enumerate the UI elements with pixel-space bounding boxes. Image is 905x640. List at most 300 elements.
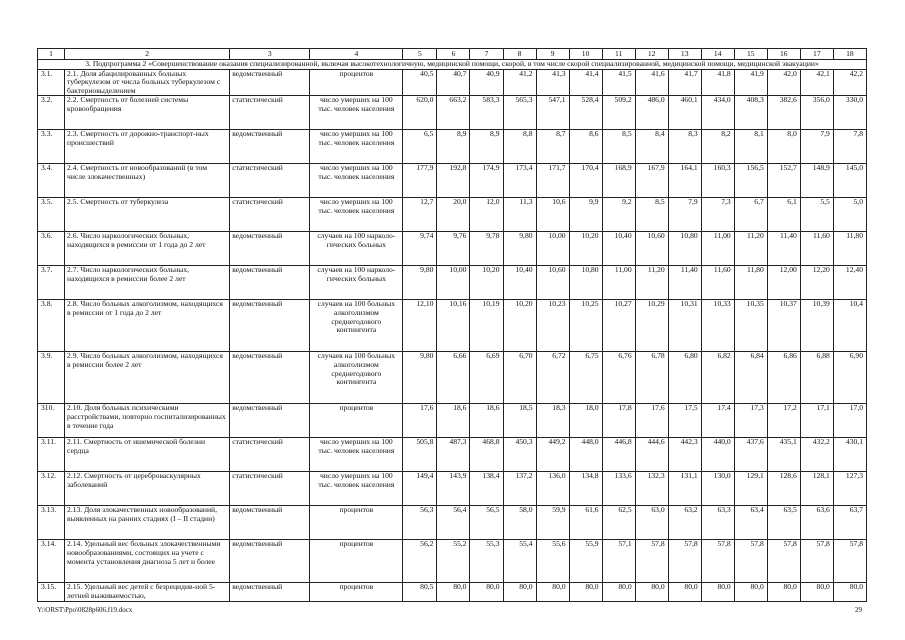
indicator-value: 620,0	[403, 96, 437, 130]
indicator-value: 138,4	[470, 472, 503, 506]
indicator-name: 2.2. Смертность от болезней системы кровообращения	[65, 96, 230, 130]
unit-of-measure: процентов	[310, 404, 403, 438]
indicator-value: 8,9	[437, 130, 470, 164]
indicator-value: 41,5	[602, 69, 635, 96]
indicator-value: 132,3	[635, 472, 668, 506]
indicator-value: 8,6	[569, 130, 602, 164]
indicator-value: 56,4	[437, 506, 470, 540]
indicator-name: 2.11. Смертность от ишемической болезни сердца	[65, 438, 230, 472]
indicator-value: 449,2	[536, 438, 569, 472]
indicator-value: 164,1	[668, 164, 701, 198]
indicator-value: 8,1	[734, 130, 767, 164]
indicator-value: 12,40	[833, 266, 866, 300]
subprogram-title: 3. Подпрограмма 2 «Совершенствование оказания специализированной, включая высокотехнологичную, медицинской помощи, скорой, в том числе скорой специализированной, медицинской помощи, медицинской эвакуации»	[38, 60, 867, 70]
indicator-value: 450,3	[503, 438, 536, 472]
indicator-value: 10,60	[536, 266, 569, 300]
indicator-type: ведомственный	[230, 300, 310, 352]
indicator-type: статистический	[230, 198, 310, 232]
indicator-value: 547,1	[536, 96, 569, 130]
indicator-value: 9,80	[403, 352, 437, 404]
indicator-value: 17,6	[403, 404, 437, 438]
indicator-value: 57,8	[767, 540, 800, 583]
row-number: 3.15.	[38, 583, 65, 601]
column-number: 10	[569, 49, 602, 60]
indicator-value: 143,9	[437, 472, 470, 506]
indicator-value: 17,0	[833, 404, 866, 438]
table-row	[38, 540, 867, 583]
indicator-value: 6,69	[470, 352, 503, 404]
unit-of-measure: число умерших на 100 тыс. человек населения	[310, 438, 403, 472]
indicator-value: 18,0	[569, 404, 602, 438]
indicator-value: 8,4	[635, 130, 668, 164]
indicator-value: 10,40	[602, 232, 635, 266]
indicator-value: 10,33	[701, 300, 734, 352]
indicator-value: 56,5	[470, 506, 503, 540]
indicator-value: 9,80	[403, 266, 437, 300]
indicator-value: 55,6	[536, 540, 569, 583]
indicator-value: 17,1	[800, 404, 833, 438]
indicator-value: 430,1	[833, 438, 866, 472]
indicator-value: 9,74	[403, 232, 437, 266]
indicator-value: 10,31	[668, 300, 701, 352]
indicator-value: 170,4	[569, 164, 602, 198]
indicator-value: 149,4	[403, 472, 437, 506]
indicator-name: 2.4. Смертность от новообразований (в том числе злокачественных)	[65, 164, 230, 198]
unit-of-measure: случаев на 100 нарколо-гических больных	[310, 232, 403, 266]
indicator-type: ведомственный	[230, 352, 310, 404]
indicator-value: 8,9	[470, 130, 503, 164]
column-number: 2	[65, 49, 230, 60]
indicators-table	[37, 48, 867, 602]
indicator-value: 11,60	[701, 266, 734, 300]
indicator-value: 8,5	[602, 130, 635, 164]
unit-of-measure: число умерших на 100 тыс. человек населения	[310, 472, 403, 506]
indicator-value: 10,40	[503, 266, 536, 300]
subprogram-row	[38, 60, 867, 70]
indicator-value: 80,0	[833, 583, 866, 601]
file-path: Y:\ORST\Ppo\0828p606.f19.docx	[37, 606, 133, 614]
indicator-value: 130,0	[701, 472, 734, 506]
row-number: 310.	[38, 404, 65, 438]
column-number: 14	[701, 49, 734, 60]
indicator-value: 9,80	[503, 232, 536, 266]
row-number: 3.6.	[38, 232, 65, 266]
indicator-value: 5,5	[800, 198, 833, 232]
indicator-value: 57,8	[800, 540, 833, 583]
indicator-value: 80,0	[536, 583, 569, 601]
indicator-value: 330,0	[833, 96, 866, 130]
indicator-value: 6,70	[503, 352, 536, 404]
indicator-value: 11,3	[503, 198, 536, 232]
indicator-type: ведомственный	[230, 506, 310, 540]
indicator-value: 9,78	[470, 232, 503, 266]
indicator-type: ведомственный	[230, 130, 310, 164]
indicator-value: 10,25	[569, 300, 602, 352]
indicator-value: 8,2	[701, 130, 734, 164]
indicator-value: 55,9	[569, 540, 602, 583]
indicator-value: 80,0	[668, 583, 701, 601]
indicator-value: 7,9	[668, 198, 701, 232]
table-row	[38, 300, 867, 352]
indicator-value: 6,75	[569, 352, 602, 404]
row-number: 3.2.	[38, 96, 65, 130]
indicator-value: 41,3	[536, 69, 569, 96]
table-row	[38, 96, 867, 130]
indicator-value: 41,2	[503, 69, 536, 96]
indicator-value: 17,8	[602, 404, 635, 438]
indicator-value: 41,9	[734, 69, 767, 96]
indicator-value: 10,20	[503, 300, 536, 352]
indicator-value: 486,0	[635, 96, 668, 130]
indicator-value: 434,0	[701, 96, 734, 130]
indicator-value: 63,5	[767, 506, 800, 540]
indicator-name: 2.14. Удельный вес больных злокачественными новообразованиями, состоящих на учете с момента установления диагноза 5 лет и более	[65, 540, 230, 583]
indicator-value: 136,0	[536, 472, 569, 506]
indicator-value: 10,27	[602, 300, 635, 352]
indicator-value: 10,37	[767, 300, 800, 352]
indicator-type: статистический	[230, 438, 310, 472]
indicator-value: 61,6	[569, 506, 602, 540]
indicator-value: 63,4	[734, 506, 767, 540]
column-number: 7	[470, 49, 503, 60]
indicator-value: 12,7	[403, 198, 437, 232]
indicator-value: 18,5	[503, 404, 536, 438]
indicator-value: 17,2	[767, 404, 800, 438]
indicator-value: 42,0	[767, 69, 800, 96]
indicator-value: 437,6	[734, 438, 767, 472]
indicator-value: 11,00	[701, 232, 734, 266]
indicator-value: 156,5	[734, 164, 767, 198]
unit-of-measure: число умерших на 100 тыс. человек населения	[310, 96, 403, 130]
indicator-value: 11,00	[602, 266, 635, 300]
indicator-type: ведомственный	[230, 266, 310, 300]
page-number: 29	[855, 606, 862, 614]
indicator-value: 128,6	[767, 472, 800, 506]
indicator-value: 40,9	[470, 69, 503, 96]
indicator-value: 20,0	[437, 198, 470, 232]
indicator-value: 6,5	[403, 130, 437, 164]
indicator-value: 80,0	[470, 583, 503, 601]
indicator-value: 440,0	[701, 438, 734, 472]
indicator-type: ведомственный	[230, 404, 310, 438]
indicator-value: 167,9	[635, 164, 668, 198]
column-number: 1	[38, 49, 65, 60]
indicator-value: 57,8	[701, 540, 734, 583]
row-number: 3.13.	[38, 506, 65, 540]
row-number: 3.9.	[38, 352, 65, 404]
unit-of-measure: число умерших на 100 тыс. человек населения	[310, 164, 403, 198]
indicator-value: 134,8	[569, 472, 602, 506]
table-row	[38, 232, 867, 266]
indicator-value: 10,29	[635, 300, 668, 352]
indicator-value: 10,80	[569, 266, 602, 300]
unit-of-measure: случаев на 100 нарколо-гических больных	[310, 266, 403, 300]
indicator-value: 57,8	[734, 540, 767, 583]
indicator-value: 80,0	[602, 583, 635, 601]
indicator-value: 173,4	[503, 164, 536, 198]
indicator-value: 11,80	[833, 232, 866, 266]
indicator-value: 10,23	[536, 300, 569, 352]
indicator-value: 55,3	[470, 540, 503, 583]
indicator-value: 63,6	[800, 506, 833, 540]
indicator-value: 40,5	[403, 69, 437, 96]
row-number: 3.4.	[38, 164, 65, 198]
indicator-value: 10,39	[800, 300, 833, 352]
table-row	[38, 438, 867, 472]
indicator-value: 6,90	[833, 352, 866, 404]
column-number: 6	[437, 49, 470, 60]
indicator-value: 10,80	[668, 232, 701, 266]
indicator-value: 171,7	[536, 164, 569, 198]
indicator-value: 192,8	[437, 164, 470, 198]
column-number-row	[38, 49, 867, 60]
indicator-value: 7,9	[800, 130, 833, 164]
indicator-name: 2.3. Смертность от дорожно-транспорт-ных происшествий	[65, 130, 230, 164]
unit-of-measure: процентов	[310, 583, 403, 601]
column-number: 15	[734, 49, 767, 60]
indicator-value: 6,86	[767, 352, 800, 404]
indicator-table-page	[37, 48, 867, 602]
indicator-value: 62,5	[602, 506, 635, 540]
indicator-value: 127,3	[833, 472, 866, 506]
indicator-value: 11,60	[800, 232, 833, 266]
row-number: 3.3.	[38, 130, 65, 164]
indicator-name: 2.10. Доля больных психическими расстройствами, повторно госпитализированных в течение года	[65, 404, 230, 438]
indicator-value: 57,8	[635, 540, 668, 583]
indicator-value: 17,6	[635, 404, 668, 438]
unit-of-measure: случаев на 100 больных алкоголизмом среднегодового контингента	[310, 352, 403, 404]
indicator-value: 177,9	[403, 164, 437, 198]
indicator-value: 11,20	[635, 266, 668, 300]
indicator-name: 2.8. Число больных алкоголизмом, находящихся в ремиссии от 1 года до 2 лет	[65, 300, 230, 352]
column-number: 9	[536, 49, 569, 60]
indicator-value: 148,9	[800, 164, 833, 198]
indicator-value: 59,9	[536, 506, 569, 540]
indicator-value: 12,10	[403, 300, 437, 352]
column-number: 4	[310, 49, 403, 60]
unit-of-measure: случаев на 100 больных алкоголизмом среднегодового контингента	[310, 300, 403, 352]
indicator-value: 17,3	[734, 404, 767, 438]
indicator-value: 57,1	[602, 540, 635, 583]
indicator-value: 129,1	[734, 472, 767, 506]
indicator-value: 57,8	[668, 540, 701, 583]
row-number: 3.5.	[38, 198, 65, 232]
row-number: 3.12.	[38, 472, 65, 506]
indicator-type: статистический	[230, 472, 310, 506]
indicator-value: 80,0	[569, 583, 602, 601]
indicator-name: 2.9. Число больных алкоголизмом, находящихся в ремиссии более 2 лет	[65, 352, 230, 404]
indicator-value: 6,80	[668, 352, 701, 404]
indicator-name: 2.13. Доля злокачественных новообразований, выявленных на ранних стадиях (I – II стадии)	[65, 506, 230, 540]
indicator-value: 10,16	[437, 300, 470, 352]
row-number: 3.7.	[38, 266, 65, 300]
indicator-value: 11,20	[734, 232, 767, 266]
indicator-value: 10,35	[734, 300, 767, 352]
indicator-value: 444,6	[635, 438, 668, 472]
indicator-value: 448,0	[569, 438, 602, 472]
indicator-value: 41,6	[635, 69, 668, 96]
indicator-value: 10,4	[833, 300, 866, 352]
table-row	[38, 404, 867, 438]
unit-of-measure: процентов	[310, 540, 403, 583]
indicator-value: 42,1	[800, 69, 833, 96]
indicator-type: статистический	[230, 164, 310, 198]
indicator-name: 2.1. Доля абацилированных больных туберкулезом от числа больных туберкулезом с бактериовыделением	[65, 69, 230, 96]
indicator-value: 6,76	[602, 352, 635, 404]
indicator-value: 468,8	[470, 438, 503, 472]
indicator-value: 128,1	[800, 472, 833, 506]
indicator-value: 41,4	[569, 69, 602, 96]
indicator-value: 41,7	[668, 69, 701, 96]
indicator-value: 80,0	[734, 583, 767, 601]
indicator-value: 10,60	[635, 232, 668, 266]
indicator-value: 10,00	[437, 266, 470, 300]
row-number: 3.14.	[38, 540, 65, 583]
indicator-value: 408,3	[734, 96, 767, 130]
indicator-value: 80,0	[503, 583, 536, 601]
indicator-value: 80,0	[800, 583, 833, 601]
indicator-type: ведомственный	[230, 583, 310, 601]
unit-of-measure: число умерших на 100 тыс. человек населения	[310, 130, 403, 164]
indicator-value: 505,8	[403, 438, 437, 472]
indicator-value: 509,2	[602, 96, 635, 130]
table-row	[38, 352, 867, 404]
indicator-value: 12,20	[800, 266, 833, 300]
unit-of-measure: процентов	[310, 506, 403, 540]
indicator-value: 80,0	[767, 583, 800, 601]
table-row	[38, 506, 867, 540]
indicator-value: 8,7	[536, 130, 569, 164]
indicator-value: 12,0	[470, 198, 503, 232]
indicator-value: 80,0	[701, 583, 734, 601]
indicator-value: 6,88	[800, 352, 833, 404]
table-row	[38, 69, 867, 96]
indicator-value: 131,1	[668, 472, 701, 506]
table-row	[38, 164, 867, 198]
indicator-name: 2.6. Число наркологических больных, находящихся в ремиссии от 1 года до 2 лет	[65, 232, 230, 266]
column-number: 12	[635, 49, 668, 60]
indicator-value: 80,5	[403, 583, 437, 601]
table-row	[38, 472, 867, 506]
indicator-value: 63,0	[635, 506, 668, 540]
indicator-value: 17,4	[701, 404, 734, 438]
indicator-value: 356,0	[800, 96, 833, 130]
indicator-value: 57,8	[833, 540, 866, 583]
indicator-value: 41,8	[701, 69, 734, 96]
indicator-value: 6,82	[701, 352, 734, 404]
indicator-name: 2.12. Смертность от цереброваскулярных заболеваний	[65, 472, 230, 506]
indicator-value: 174,9	[470, 164, 503, 198]
indicator-value: 11,40	[668, 266, 701, 300]
indicator-value: 9,9	[569, 198, 602, 232]
table-row	[38, 130, 867, 164]
table-row	[38, 198, 867, 232]
indicator-value: 58,0	[503, 506, 536, 540]
indicator-value: 137,2	[503, 472, 536, 506]
indicator-value: 382,6	[767, 96, 800, 130]
indicator-value: 487,3	[437, 438, 470, 472]
indicator-value: 6,66	[437, 352, 470, 404]
indicator-name: 2.7. Число наркологических больных, находящихся в ремиссии более 2 лет	[65, 266, 230, 300]
indicator-name: 2.15. Удельный вес детей с безрецидив-ной 5-летней выживаемостью,	[65, 583, 230, 601]
indicator-value: 11,40	[767, 232, 800, 266]
indicator-value: 17,5	[668, 404, 701, 438]
indicator-value: 55,4	[503, 540, 536, 583]
indicator-value: 10,19	[470, 300, 503, 352]
indicator-value: 80,0	[635, 583, 668, 601]
indicator-value: 6,84	[734, 352, 767, 404]
table-row	[38, 266, 867, 300]
indicator-value: 10,20	[470, 266, 503, 300]
unit-of-measure: процентов	[310, 69, 403, 96]
indicator-value: 9,76	[437, 232, 470, 266]
indicator-value: 63,3	[701, 506, 734, 540]
indicator-value: 11,80	[734, 266, 767, 300]
indicator-value: 6,1	[767, 198, 800, 232]
indicator-value: 446,8	[602, 438, 635, 472]
indicator-value: 160,3	[701, 164, 734, 198]
indicator-value: 80,0	[437, 583, 470, 601]
column-number: 17	[800, 49, 833, 60]
unit-of-measure: число умерших на 100 тыс. человек населения	[310, 198, 403, 232]
indicator-name: 2.5. Смертность от туберкулеза	[65, 198, 230, 232]
column-number: 11	[602, 49, 635, 60]
indicator-value: 10,20	[569, 232, 602, 266]
indicator-value: 6,7	[734, 198, 767, 232]
indicator-type: ведомственный	[230, 540, 310, 583]
indicator-type: статистический	[230, 96, 310, 130]
indicator-value: 8,0	[767, 130, 800, 164]
indicator-value: 435,1	[767, 438, 800, 472]
indicator-value: 9,2	[602, 198, 635, 232]
indicator-value: 460,1	[668, 96, 701, 130]
row-number: 3.1.	[38, 69, 65, 96]
indicator-value: 152,7	[767, 164, 800, 198]
indicator-value: 8,8	[503, 130, 536, 164]
column-number: 16	[767, 49, 800, 60]
indicator-value: 168,9	[602, 164, 635, 198]
table-row	[38, 583, 867, 601]
indicator-type: ведомственный	[230, 69, 310, 96]
indicator-value: 63,2	[668, 506, 701, 540]
indicator-value: 5,0	[833, 198, 866, 232]
indicator-value: 8,5	[635, 198, 668, 232]
indicator-value: 583,3	[470, 96, 503, 130]
indicator-value: 432,2	[800, 438, 833, 472]
indicator-value: 18,3	[536, 404, 569, 438]
indicator-value: 6,78	[635, 352, 668, 404]
column-number: 8	[503, 49, 536, 60]
indicator-value: 528,4	[569, 96, 602, 130]
indicator-value: 8,3	[668, 130, 701, 164]
column-number: 3	[230, 49, 310, 60]
indicator-value: 565,3	[503, 96, 536, 130]
indicator-value: 133,6	[602, 472, 635, 506]
indicator-value: 7,8	[833, 130, 866, 164]
indicator-value: 6,72	[536, 352, 569, 404]
indicator-value: 442,3	[668, 438, 701, 472]
column-number: 18	[833, 49, 866, 60]
row-number: 3.11.	[38, 438, 65, 472]
indicator-value: 18,6	[470, 404, 503, 438]
indicator-value: 42,2	[833, 69, 866, 96]
indicator-type: ведомственный	[230, 232, 310, 266]
indicator-value: 7,3	[701, 198, 734, 232]
indicator-value: 56,3	[403, 506, 437, 540]
column-number: 13	[668, 49, 701, 60]
indicator-value: 12,00	[767, 266, 800, 300]
indicator-value: 18,6	[437, 404, 470, 438]
